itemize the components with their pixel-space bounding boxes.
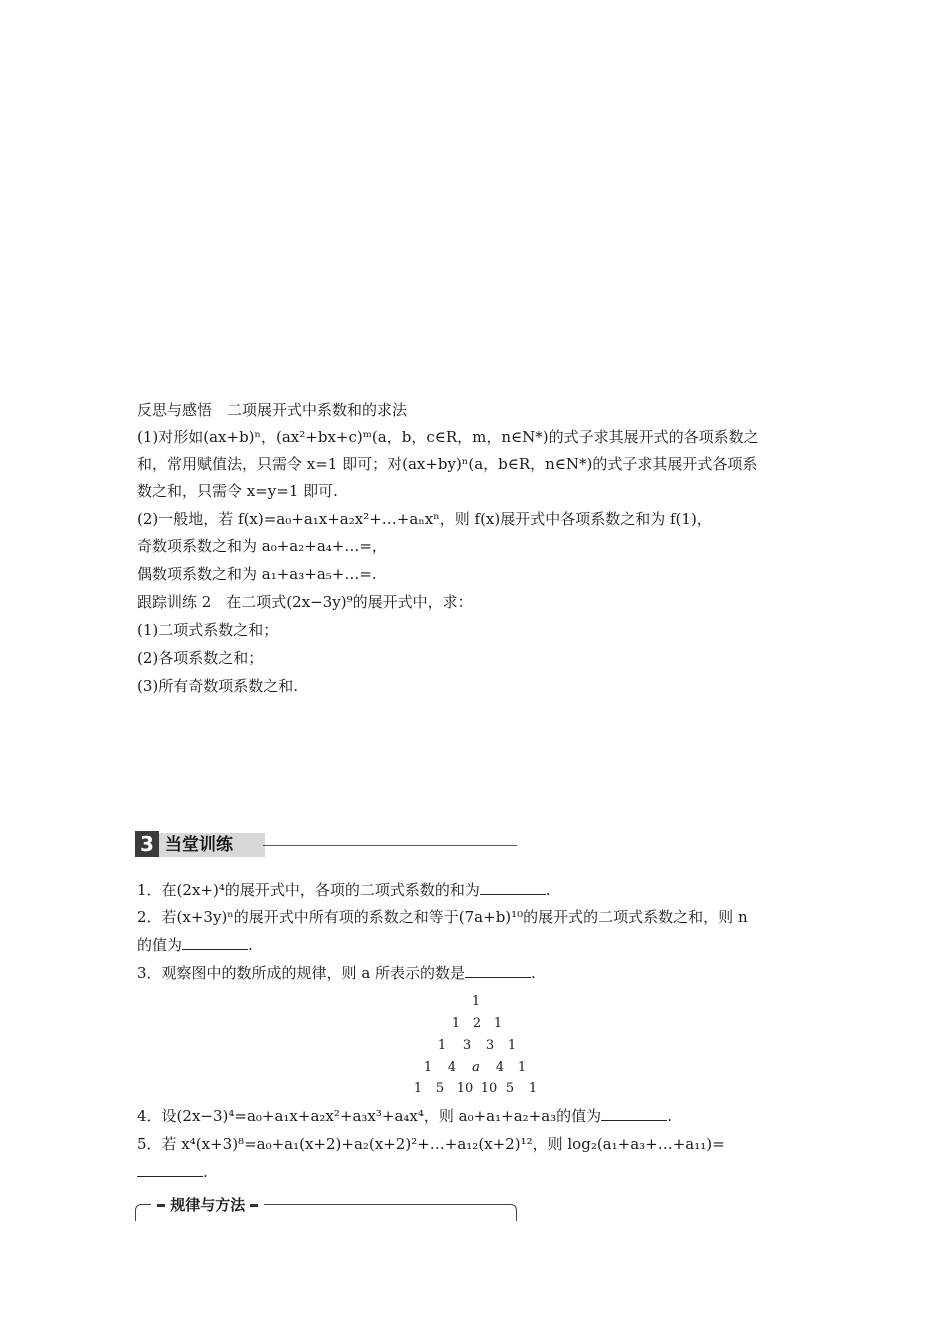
problem-5-end: . (203, 1163, 208, 1181)
section-title: 当堂训练 (159, 833, 265, 857)
triangle-cell: 5 (505, 1081, 515, 1096)
exercise-q1: (1)二项式系数之和； (137, 621, 279, 639)
answer-blank-1[interactable] (480, 880, 546, 895)
problem-3 (137, 963, 536, 983)
answer-blank-4[interactable] (601, 1106, 667, 1121)
triangle-cell: 1 (451, 1016, 461, 1031)
rules-box-label (151, 1194, 264, 1215)
problem-3-end: . (531, 964, 536, 982)
triangle-cell: 1 (437, 1038, 447, 1053)
problem-1-text: 1．在(2x+)⁴的展开式中，各项的二项式系数的和为 (137, 881, 480, 899)
section-header (135, 831, 517, 859)
problem-1-end: . (545, 881, 551, 899)
triangle-cell: 4 (447, 1060, 457, 1075)
triangle-cell: 3 (462, 1038, 472, 1053)
triangle-cell: 5 (435, 1081, 445, 1096)
reflection-p2-line2: 奇数项系数之和为 a₀+a₂+a₄+…=， (137, 537, 387, 555)
exercise-title: 跟踪训练 2 在二项式(2x−3y)⁹的展开式中，求： (137, 593, 473, 611)
triangle-cell: 1 (507, 1038, 517, 1053)
triangle-cell: 1 (517, 1060, 527, 1075)
problem-2-text: 的值为 (137, 936, 183, 954)
triangle-cell: 2 (472, 1016, 482, 1031)
problem-4-text: 4．设(2x−3)⁴=a₀+a₁x+a₂x²+a₃x³+a₄x⁴，则 a₀+a₁+a₂+a₃的值为 (137, 1107, 602, 1125)
problem-1 (137, 880, 551, 900)
problem-2-end: . (248, 936, 253, 954)
reflection-p2-line1: (2)一般地，若 f(x)=a₀+a₁x+a₂x²+…+aₙxⁿ，则 f(x)展开式中各项系数之和为 f(1)， (137, 510, 712, 528)
answer-blank-3[interactable] (465, 963, 531, 978)
answer-blank-2[interactable] (182, 935, 248, 950)
triangle-cell: 3 (485, 1038, 495, 1053)
triangle-cell: 10 (456, 1081, 474, 1096)
exercise-q2: (2)各项系数之和； (137, 649, 264, 667)
triangle-cell: a (472, 1060, 480, 1075)
triangle-cell: 1 (423, 1060, 433, 1075)
rules-box-title: 规律与方法 (170, 1196, 246, 1214)
dash-icon (157, 1204, 165, 1207)
answer-blank-5[interactable] (137, 1162, 203, 1177)
reflection-p1-line2: 和，常用赋值法，只需令 x=1 即可；对(ax+by)ⁿ(a，b∈R，n∈N*)的式子求其展开式各项系 (137, 455, 758, 473)
problem-4-end: . (667, 1107, 672, 1125)
triangle-cell: 1 (528, 1081, 538, 1096)
triangle-cell: 1 (493, 1016, 503, 1031)
problem-4 (137, 1106, 672, 1126)
rules-box (135, 1192, 517, 1220)
reflection-p2-line3: 偶数项系数之和为 a₁+a₃+a₅+…=. (137, 565, 377, 583)
problem-5-line2 (137, 1162, 208, 1182)
triangle-cell: 10 (480, 1081, 498, 1096)
reflection-p1-line1: (1)对形如(ax+b)ⁿ，(ax²+bx+c)ᵐ(a，b，c∈R，m，n∈N*)的式子求其展开式的各项系数之 (137, 428, 759, 446)
problem-2-line2 (137, 935, 253, 955)
triangle-cell: 4 (495, 1060, 505, 1075)
dash-icon (250, 1204, 258, 1207)
problem-3-text: 3．观察图中的数所成的规律，则 a 所表示的数是 (137, 964, 466, 982)
problem-2-line1: 2．若(x+3y)ⁿ的展开式中所有项的系数之和等于(7a+b)¹⁰的展开式的二项式系数之和，则 n (137, 908, 748, 926)
problem-5-line1: 5．若 x⁴(x+3)⁸=a₀+a₁(x+2)+a₂(x+2)²+…+a₁₂(x+2)¹²，则 log₂(a₁+a₃+…+a₁₁)= (137, 1135, 725, 1153)
triangle-cell: 1 (413, 1081, 423, 1096)
triangle-cell: 1 (471, 994, 481, 1009)
exercise-q3: (3)所有奇数项系数之和. (137, 677, 299, 695)
section-rule (263, 845, 517, 846)
reflection-p1-line3: 数之和，只需令 x=y=1 即可. (137, 482, 338, 500)
reflection-title: 反思与感悟 二项展开式中系数和的求法 (137, 401, 408, 419)
section-number: 3 (135, 831, 159, 857)
